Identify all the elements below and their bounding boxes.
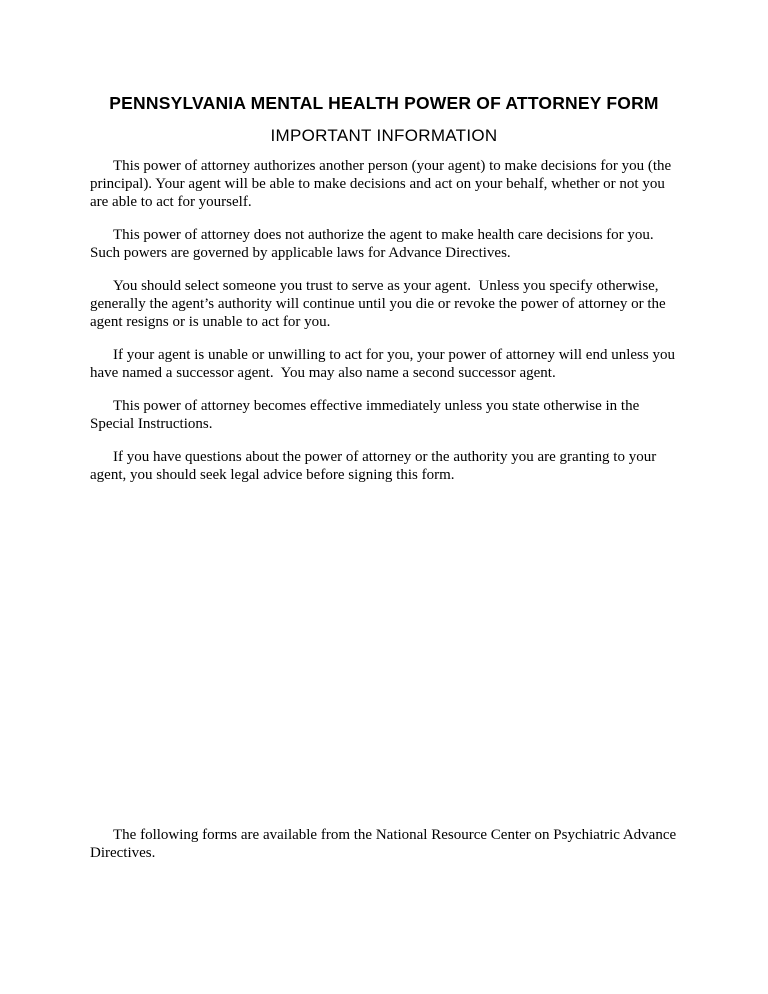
- document-body: [90, 157, 678, 862]
- paragraph-agent-selection: You should select someone you trust to serve as your agent. Unless you specify otherwise, generally the agent’s authority will continue until you die or revoke the power of attorney or the agent resigns or is unable to act for you.: [90, 278, 670, 330]
- paragraph-effective-date: This power of attorney becomes effective immediately unless you state otherwise in the Special Instructions.: [90, 398, 643, 432]
- paragraph-authorization: This power of attorney authorizes another person (your agent) to make decisions for you (the principal). Your agent will be able to make decisions and act on your behalf, whether or not you are able to act for yourself.: [90, 158, 675, 210]
- paragraph-successor-agent: If your agent is unable or unwilling to act for you, your power of attorney will end unless you have named a successor agent. You may also name a second successor agent.: [90, 347, 679, 381]
- paragraph-health-care-limit: This power of attorney does not authorize the agent to make health care decisions for you. Such powers are governed by applicable laws for Advance Directives.: [90, 227, 658, 261]
- document-subtitle: IMPORTANT INFORMATION: [270, 126, 498, 145]
- document-content: [90, 0, 678, 862]
- paragraph-legal-advice: If you have questions about the power of attorney or the authority you are granting to your agent, you should seek legal advice before signing this form.: [90, 449, 660, 483]
- document-title: PENNSYLVANIA MENTAL HEALTH POWER OF ATTORNEY FORM: [109, 93, 659, 113]
- closing-note: The following forms are available from the National Resource Center on Psychiatric Advance Directives.: [90, 827, 680, 861]
